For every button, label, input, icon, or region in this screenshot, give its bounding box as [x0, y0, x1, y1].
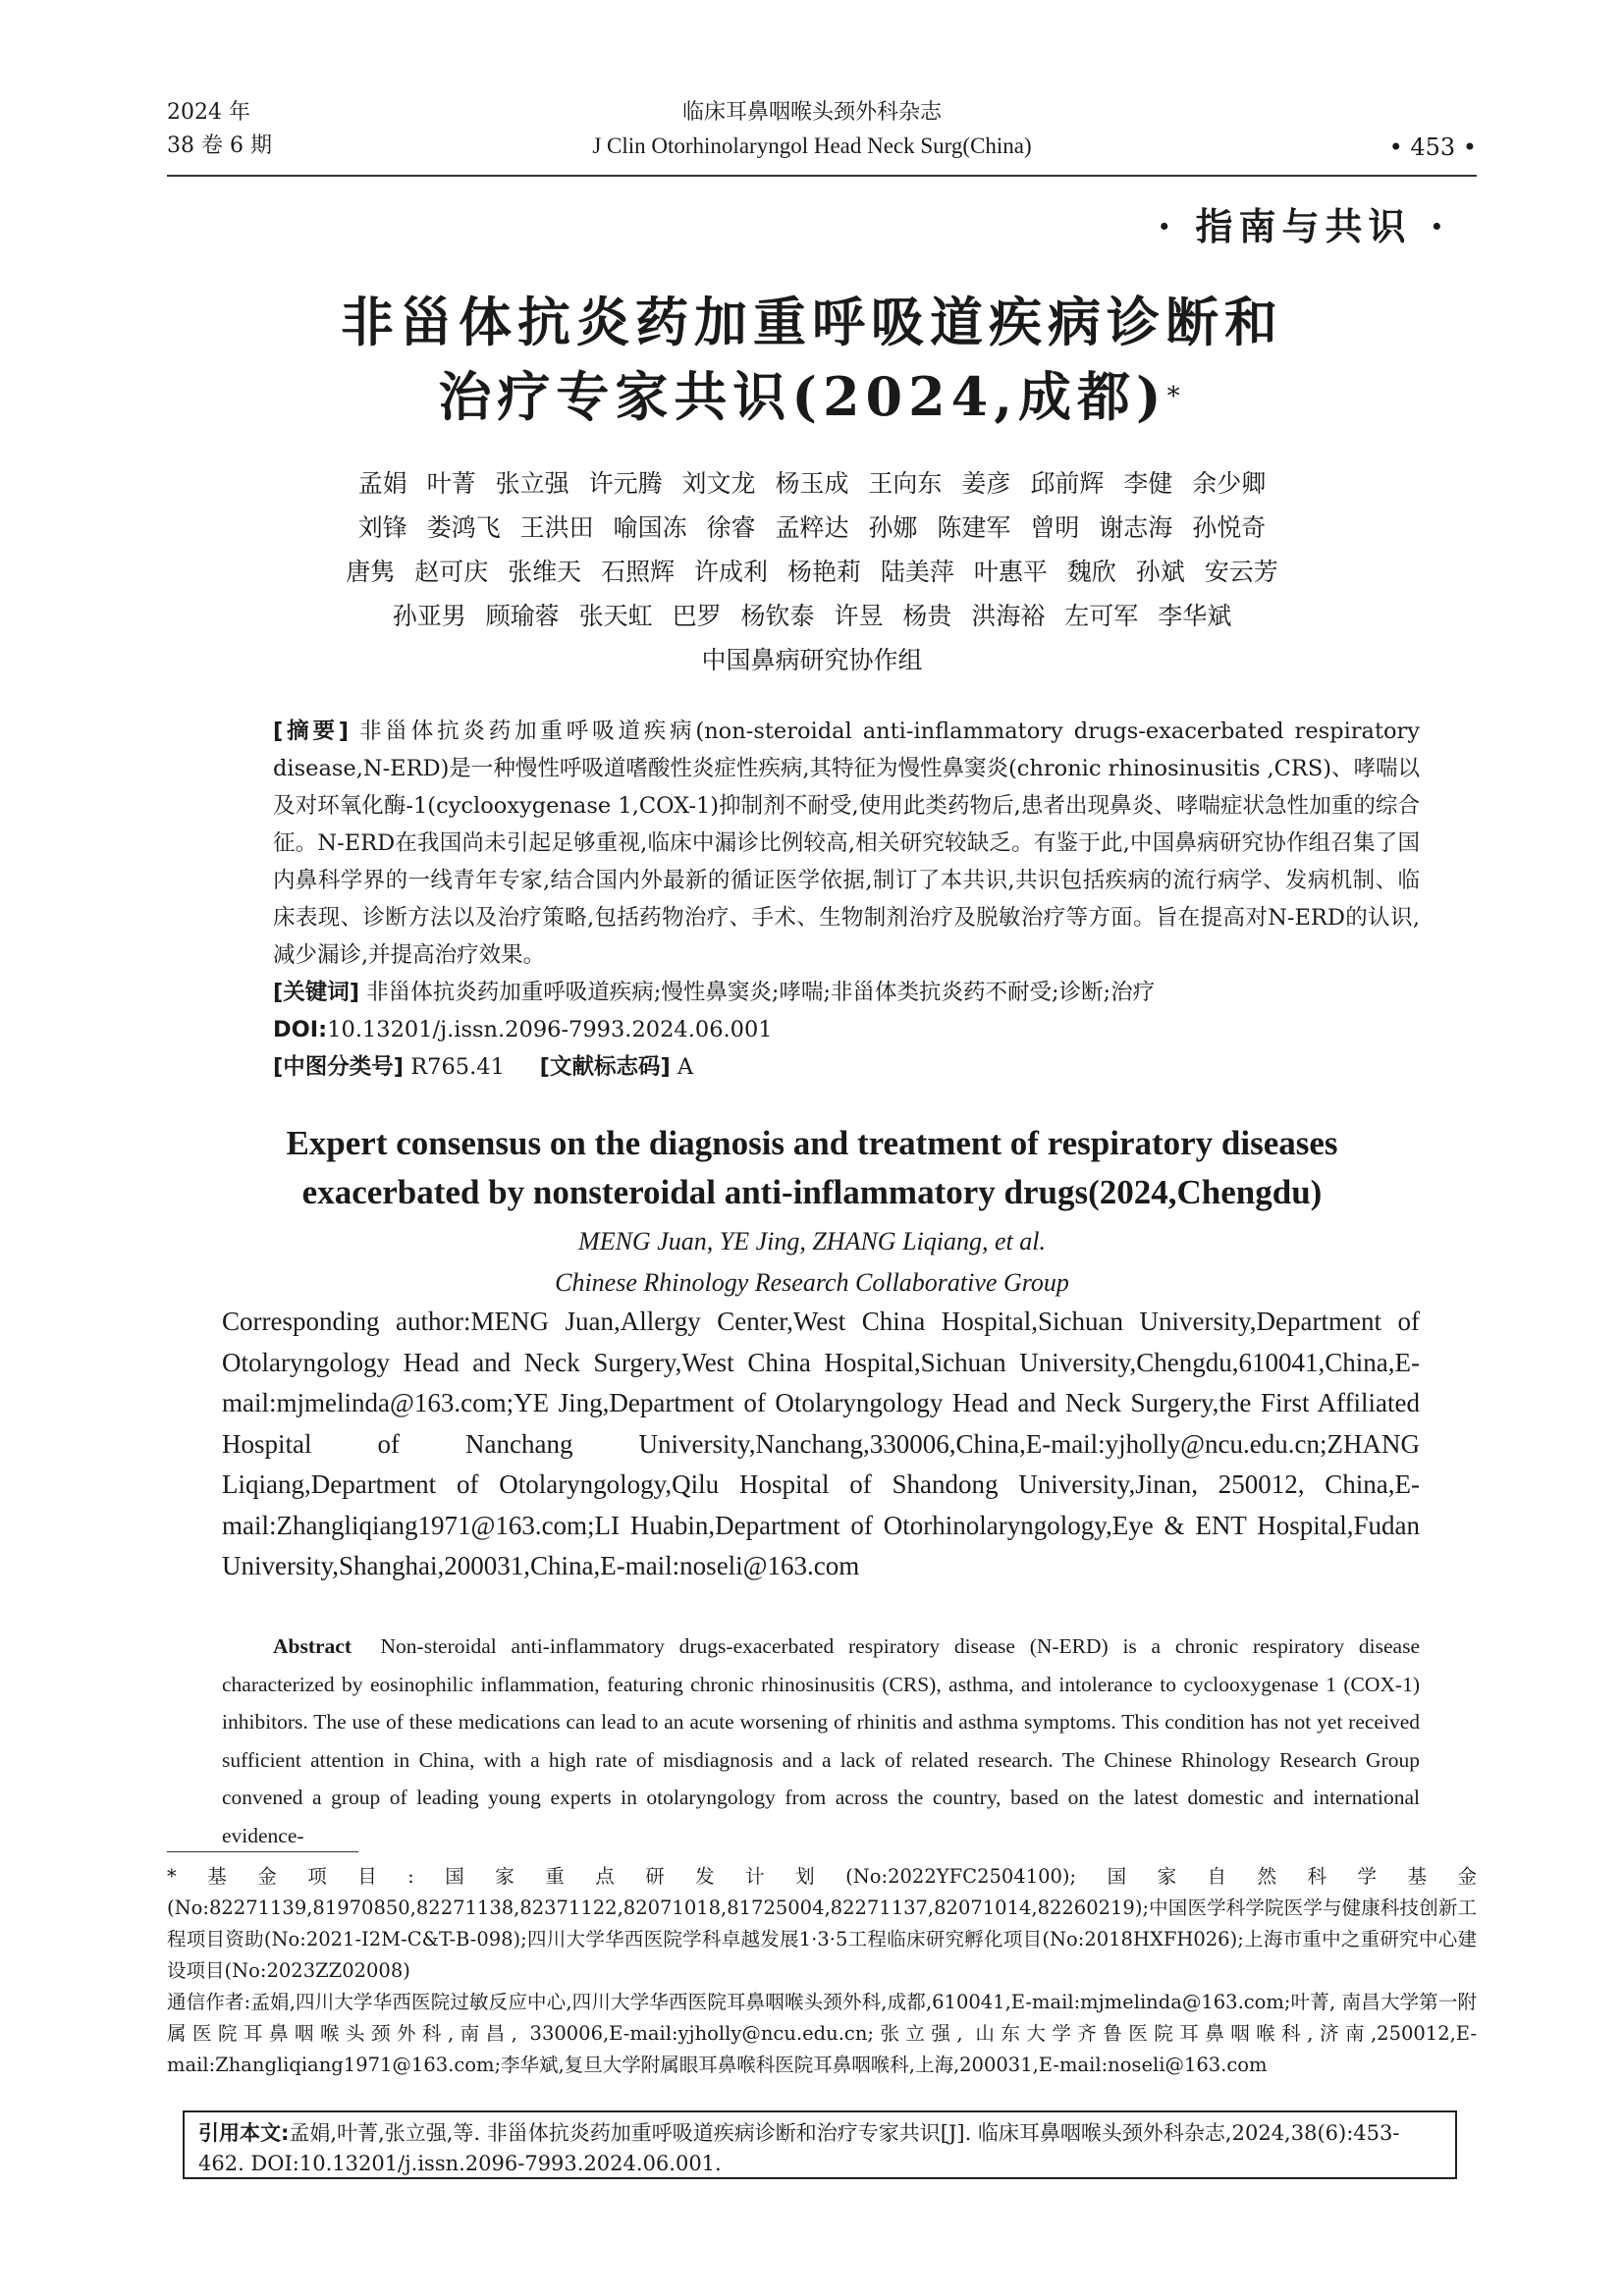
authors-en: MENG Juan, YE Jing, ZHANG Liqiang, et al. — [578, 1227, 1046, 1255]
footnote — [167, 1861, 1477, 2081]
title-cn-line2 — [196, 359, 1428, 434]
title-en-line2: exacerbated by nonsteroidal anti-inflammatory drugs(2024,Chengdu) — [301, 1173, 1323, 1211]
clc-value: R765.41 — [410, 1054, 505, 1080]
citation-text: 孟娟,叶菁,张立强,等. 非甾体抗炎药加重呼吸道疾病诊断和治疗专家共识[J]. 临床耳鼻咽喉头颈外科杂志,2024,38(6):453-462. DOI:10.13201/j.issn.2096-7993.2024.06.001. — [198, 2121, 1400, 2175]
clc-label: [中图分类号] — [273, 1054, 405, 1080]
abstract-cn — [273, 713, 1420, 1086]
header-journal — [461, 96, 1163, 163]
title-en-line1: Expert consensus on the diagnosis and treatment of respiratory diseases — [286, 1124, 1338, 1162]
classification-line — [273, 1048, 1420, 1086]
citation-box — [183, 2110, 1457, 2179]
column-tag: · 指南与共识 · — [1158, 204, 1449, 248]
author-line: 孙亚男 顾瑜蓉 张天虹 巴罗 杨钦泰 许昱 杨贵 洪海裕 左可军 李华斌 — [392, 602, 1232, 630]
doi-value: 10.13201/j.issn.2096-7993.2024.06.001 — [327, 1017, 773, 1042]
doc-code-value: A — [677, 1054, 694, 1080]
title-cn-line2-text: 治疗专家共识(2024,成都) — [438, 365, 1167, 428]
abstract-en-label: Abstract — [273, 1634, 352, 1658]
group-en: Chinese Rhinology Research Collaborative Group — [555, 1268, 1069, 1297]
doi-label: DOI: — [273, 1017, 328, 1042]
title-cn-line1: 非甾体抗炎药加重呼吸道疾病诊断和 — [341, 291, 1283, 353]
journal-name-en: J Clin Otorhinolaryngol Head Neck Surg(China) — [592, 133, 1032, 158]
abstract-cn-label: [摘要] — [273, 719, 350, 744]
keywords-cn — [273, 974, 1420, 1011]
journal-name-cn: 临床耳鼻咽喉头颈外科杂志 — [681, 100, 942, 125]
title-en — [196, 1119, 1428, 1217]
page-number: • 453 • — [1388, 133, 1477, 161]
funding-mark: * — [1166, 382, 1186, 411]
abstract-cn-text: 非甾体抗炎药加重呼吸道疾病(non-steroidal anti-inflammatory drugs-exacerbated respiratory disease,N-ERD)是一种慢性呼吸道嗜酸性炎症性疾病,其特征为慢性鼻窦炎(chronic rhinosinusitis ,CRS)、哮喘以及对环氧化酶-1(cyclooxygenase 1,COX-1)抑制剂不耐受,使用此类药物后,患者出现鼻炎、哮喘症状急性加重的综合征。N-ERD在我国尚未引起足够重视,临床中漏诊比例较高,相关研究较缺乏。有鉴于此,中国鼻病研究协作组召集了国内鼻科学界的一线青年专家,结合国内外最新的循证医学依据,制订了本共识,共识包括疾病的流行病学、发病机制、临床表现、诊断方法以及治疗策略,包括药物治疗、手术、生物制剂治疗及脱敏治疗等方面。旨在提高对N-ERD的认识,减少漏诊,并提高治疗效果。 — [273, 719, 1421, 968]
author-line: 唐隽 赵可庆 张维天 石照辉 许成利 杨艳莉 陆美萍 叶惠平 魏欣 孙斌 安云芳 — [346, 558, 1278, 586]
footnote-rule — [167, 1851, 358, 1852]
corresponding-authors-en: Corresponding author:MENG Juan,Allergy Center,West China Hospital,Sichuan University,Department of Otolaryngology Head and Neck Surgery,West China Hospital,Sichuan University,Chengdu,610041,China,E-mail:mjmelinda@163.com;YE Jing,Department of Otolaryngology Head and Neck Surgery,the First Affiliated Hospital of Nanchang University,Nanchang,330006,China,E-mail:yjholly@ncu.edu.cn;ZHANG Liqiang,Department of Otolaryngology,Qilu Hospital of Shandong University,Jinan, 250012, China,E-mail:Zhangliqiang1971@163.com;LI Huabin,Department of Otorhinolaryngology,Eye & ENT Hospital,Fudan University,Shanghai,200031,China,E-mail:noseli@163.com — [222, 1307, 1420, 1580]
citation-label: 引用本文: — [198, 2121, 290, 2145]
group-name: 中国鼻病研究协作组 — [701, 646, 923, 674]
doc-code-label: [文献标志码] — [539, 1054, 671, 1080]
keywords-label: [关键词] — [273, 980, 360, 1005]
authors-en-block — [196, 1221, 1428, 1304]
author-line: 孟娟 叶菁 张立强 许元腾 刘文龙 杨玉成 王向东 姜彦 邱前辉 李健 余少卿 — [357, 469, 1267, 498]
keywords-text: 非甾体抗炎药加重呼吸道疾病;慢性鼻窦炎;哮喘;非甾体类抗炎药不耐受;诊断;治疗 — [366, 980, 1156, 1005]
author-list — [226, 461, 1398, 682]
abstract-en-text: Non-steroidal anti-inflammatory drugs-exacerbated respiratory disease (N-ERD) is a chronic respiratory disease characterized by eosinophilic inflammation, featuring chronic rhinosinusitis (CRS), asthma, and intolerance to cyclooxygenase 1 (COX-1) inhibitors. The use of these medications can lead to an acute worsening of rhinitis and asthma symptoms. This condition has not yet received sufficient attention in China, with a high rate of misdiagnosis and a lack of related research. The Chinese Rhinology Research Group convened a group of leading young experts in otolaryngology from across the country, based on the latest domestic and international evidence- — [222, 1634, 1421, 1847]
header-year: 2024 年 — [167, 100, 250, 125]
abstract-cn-paragraph — [273, 713, 1420, 974]
abstract-en — [222, 1628, 1420, 1854]
funding-note: *基金项目:国家重点研发计划(No:2022YFC2504100);国家自然科学基金(No:82271139,81970850,82271138,82371122,82071018,81725004,82271137,82071014,82260219);中国医学科学院医学与健康科技创新工程项目资助(No:2021-I2M-C&T-B-098);四川大学华西医院学科卓越发展1·3·5工程临床研究孵化项目(No:2018HXFH026);上海市重中之重研究中心建设项目(No:2023ZZ02008) — [167, 1865, 1477, 1982]
header-volume: 38 卷 6 期 — [167, 133, 272, 158]
correspondence-note: 通信作者:孟娟,四川大学华西医院过敏反应中心,四川大学华西医院耳鼻咽喉头颈外科,成都,610041,E-mail:mjmelinda@163.com;叶菁, 南昌大学第一附属医院耳鼻咽喉头颈外科,南昌, 330006,E-mail:yjholly@ncu.edu.cn;张立强, 山东大学齐鲁医院耳鼻咽喉科,济南,250012,E-mail:Zhangliqiang1971@163.com;李华斌,复旦大学附属眼耳鼻喉科医院耳鼻咽喉科,上海,200031,E-mail:noseli@163.com — [167, 1991, 1477, 2076]
header-rule — [167, 175, 1477, 177]
doi-line — [273, 1011, 1420, 1048]
header-issue — [167, 96, 272, 163]
title-cn — [196, 285, 1428, 434]
author-line: 刘锋 娄鸿飞 王洪田 喻国冻 徐睿 孟粹达 孙娜 陈建军 曾明 谢志海 孙悦奇 — [357, 513, 1267, 542]
